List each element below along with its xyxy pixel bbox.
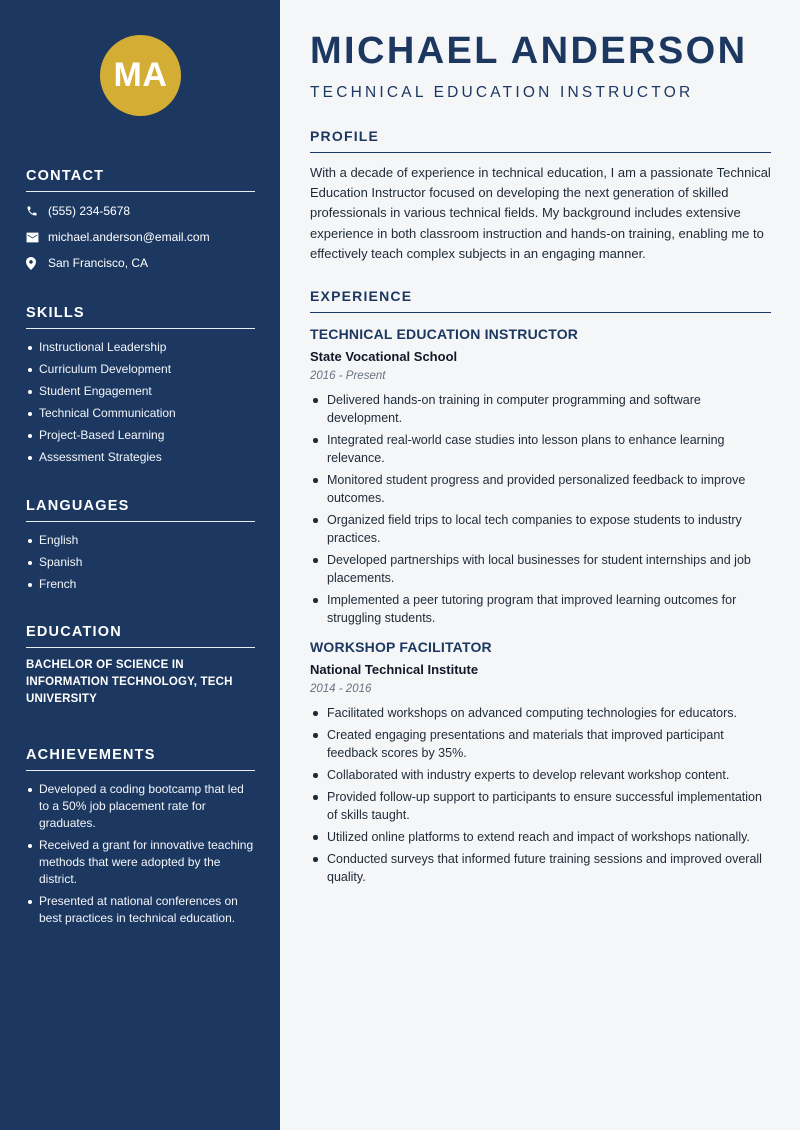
job-organization: State Vocational School: [310, 349, 458, 364]
language-item: French: [26, 576, 255, 593]
languages-section: [26, 498, 255, 598]
job-bullet: Delivered hands-on training in computer programming and software development.: [310, 391, 771, 427]
job-bullet: Organized field trips to local tech companies to expose students to industry practices.: [310, 511, 771, 547]
job-bullet: Collaborated with industry experts to develop relevant workshop content.: [310, 766, 771, 784]
job-bullet: Conducted surveys that informed future training sessions and improved overall quality.: [310, 850, 771, 886]
skill-item: Project-Based Learning: [26, 427, 255, 444]
contact-heading: CONTACT: [26, 168, 255, 192]
contact-section: [26, 168, 255, 276]
job-bullet: Provided follow-up support to participants to ensure successful implementation of skills taught.: [310, 788, 771, 824]
achievements-list: [26, 781, 255, 927]
location-pin-icon: [26, 257, 48, 270]
education-degree: BACHELOR OF SCIENCE IN INFORMATION TECHNOLOGY, TECH UNIVERSITY: [26, 659, 233, 705]
experience-section: [310, 288, 771, 890]
job-dates: 2016 - Present: [310, 370, 386, 382]
job-bullets: [310, 704, 771, 886]
email-text: michael.anderson@email.com: [48, 230, 210, 244]
achievements-section: [26, 747, 255, 932]
email-icon: [26, 232, 48, 243]
sidebar: [0, 0, 280, 1130]
skill-item: Curriculum Development: [26, 361, 255, 378]
skills-heading: SKILLS: [26, 305, 255, 329]
job-organization: National Technical Institute: [310, 662, 479, 677]
job-bullet: Developed partnerships with local businesses for student internships and job placements.: [310, 551, 771, 587]
profile-text: With a decade of experience in technical education, I am a passionate Technical Education Instructor focused on developing the next generation of skilled professionals in various technical fields. My background includes extensive experience in both classroom instruction and hands-on training, enabling me to effectively teach complex subjects in an engaging manner.: [310, 165, 771, 261]
contact-email: [26, 224, 255, 250]
job-bullet: Created engaging presentations and materials that improved participant feedback scores by 35%.: [310, 726, 771, 762]
languages-heading: LANGUAGES: [26, 498, 255, 522]
job-dates: 2014 - 2016: [310, 683, 372, 695]
languages-list: [26, 532, 255, 593]
skill-item: Instructional Leadership: [26, 339, 255, 356]
skills-section: [26, 305, 255, 471]
candidate-name: MICHAEL ANDERSON: [310, 30, 748, 72]
job-bullets: [310, 391, 771, 627]
skill-item: Assessment Strategies: [26, 449, 255, 466]
profile-heading: PROFILE: [310, 128, 771, 153]
language-item: Spanish: [26, 554, 255, 571]
phone-text: (555) 234-5678: [48, 204, 131, 218]
job-bullet: Monitored student progress and provided personalized feedback to improve outcomes.: [310, 471, 771, 507]
phone-icon: [26, 205, 48, 217]
job-title-header: TECHNICAL EDUCATION INSTRUCTOR: [310, 84, 694, 101]
job-bullet: Utilized online platforms to extend reach and impact of workshops nationally.: [310, 828, 771, 846]
job-title: WORKSHOP FACILITATOR: [310, 639, 492, 655]
job-bullet: Facilitated workshops on advanced computing technologies for educators.: [310, 704, 771, 722]
avatar: MA: [100, 35, 181, 116]
job-title: TECHNICAL EDUCATION INSTRUCTOR: [310, 326, 579, 342]
skill-item: Technical Communication: [26, 405, 255, 422]
achievement-item: Developed a coding bootcamp that led to a 50% job placement rate for graduates.: [26, 781, 255, 832]
achievement-item: Presented at national conferences on best practices in technical education.: [26, 893, 255, 927]
job-bullet: Implemented a peer tutoring program that improved learning outcomes for struggling students.: [310, 591, 771, 627]
profile-section: [310, 128, 771, 264]
achievement-item: Received a grant for innovative teaching methods that were adopted by the district.: [26, 837, 255, 888]
contact-location: [26, 250, 255, 276]
job-bullet: Integrated real-world case studies into lesson plans to enhance learning relevance.: [310, 431, 771, 467]
language-item: English: [26, 532, 255, 549]
location-text: San Francisco, CA: [48, 256, 149, 270]
education-section: [26, 624, 255, 708]
education-heading: EDUCATION: [26, 624, 255, 648]
contact-phone: [26, 198, 255, 224]
skill-item: Student Engagement: [26, 383, 255, 400]
skills-list: [26, 339, 255, 466]
job-entry: [310, 639, 771, 886]
achievements-heading: ACHIEVEMENTS: [26, 747, 255, 771]
job-entry: [310, 326, 771, 627]
experience-heading: EXPERIENCE: [310, 288, 771, 313]
